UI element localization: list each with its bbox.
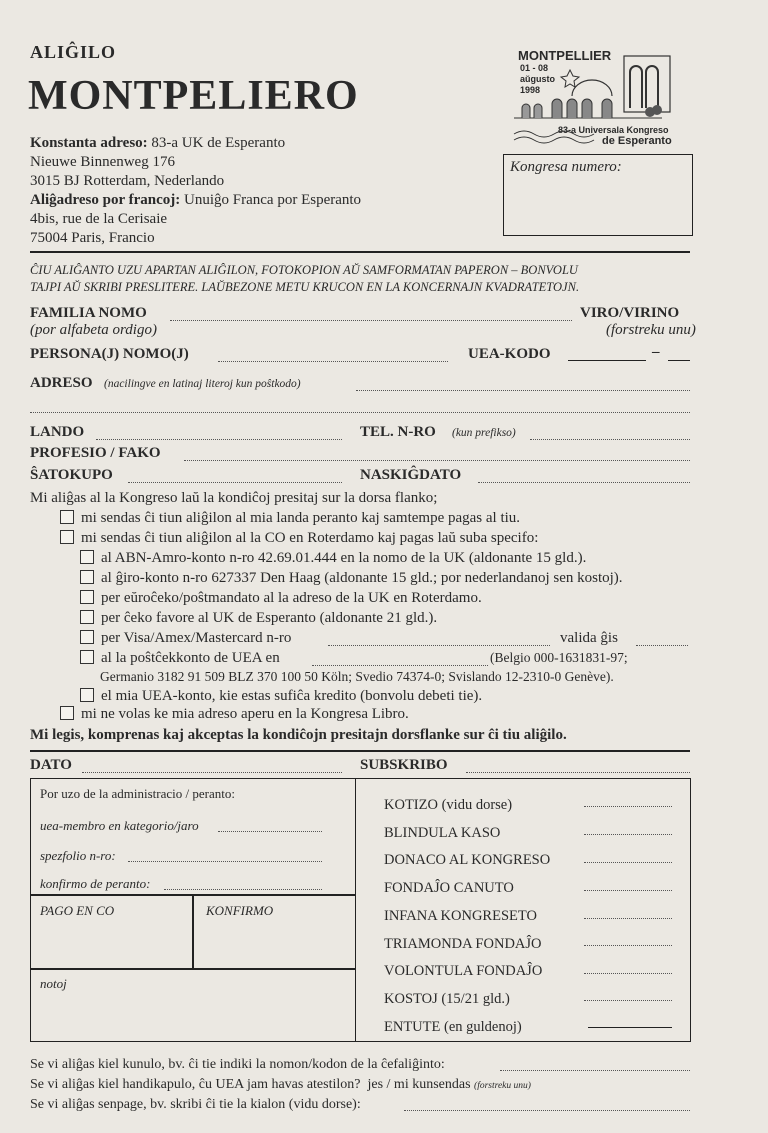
logo-year: 1998 bbox=[520, 85, 541, 95]
option-eurocheque[interactable]: per eŭroĉeko/poŝtmandato al la adreso de la UK en Roterdamo. bbox=[80, 590, 482, 607]
alt-address-value: Unuiĝo Franca por Esperanto bbox=[184, 192, 362, 208]
checkbox[interactable] bbox=[60, 706, 74, 720]
uea-kodo-dash: – bbox=[652, 344, 660, 360]
fee-total-field[interactable] bbox=[588, 1027, 672, 1028]
checkbox[interactable] bbox=[80, 650, 94, 664]
persona-nomo-field[interactable] bbox=[218, 361, 448, 362]
uea-kodo-label: UEA-KODO bbox=[468, 346, 551, 362]
admin-divider bbox=[30, 968, 356, 970]
logo-congress: 83-a Universala Kongreso bbox=[558, 125, 669, 135]
satokupo-field[interactable] bbox=[128, 482, 342, 483]
subskribo-label: SUBSKRIBO bbox=[360, 757, 448, 773]
checkbox[interactable] bbox=[80, 550, 94, 564]
checkbox[interactable] bbox=[80, 688, 94, 702]
instructions: ĈIU ALIĜANTO UZU APARTAN ALIĜILON, FOTOKOPION AŬ SAMFORMATAN PAPERON – BONVOLU TAJPI AŬ SKRIBI PRESLITERE. LAŬBEZONE METU KRUCON EN LA KONCERNAJN KVADRATETOJN. bbox=[30, 263, 580, 294]
familia-nomo-label: FAMILIA NOMO bbox=[30, 305, 147, 321]
adreso-field-2[interactable] bbox=[30, 412, 690, 413]
admin-konfirmo-peranto-field[interactable] bbox=[164, 889, 322, 890]
option-card[interactable]: per Visa/Amex/Mastercard n-ro bbox=[80, 630, 291, 647]
adreso-hint: (nacilingve en latinaj literoj kun poŝtkodo) bbox=[104, 378, 301, 390]
fee-amount-field[interactable] bbox=[584, 862, 672, 863]
logo-month: aŭgusto bbox=[520, 74, 555, 84]
fee-entute: ENTUTE (en guldenoj) bbox=[384, 1018, 522, 1035]
option-co[interactable]: mi sendas ĉi tiun aliĝilon al la CO en Roterdamo kaj pagas laŭ suba specifo: bbox=[60, 530, 538, 547]
checkbox[interactable] bbox=[80, 570, 94, 584]
alt-address-label: Aliĝadreso por francoj: bbox=[30, 192, 181, 208]
option-no-address[interactable]: mi ne volas ke mia adreso aperu en la Kongresa Libro. bbox=[60, 706, 409, 723]
admin-uea-member: uea-membro en kategorio/jaro bbox=[40, 818, 199, 833]
option-giro[interactable]: al ĝiro-konto n-ro 627337 Den Haag (aldonante 15 gld.; por nederlandanoj sen kostoj). bbox=[80, 570, 623, 587]
footer-kunulo: Se vi aliĝas kiel kunulo, bv. ĉi tie indiki la nomon/kodon de la ĉefaliĝinto: bbox=[30, 1057, 445, 1072]
address-value: 83-a UK de Esperanto bbox=[151, 135, 286, 151]
admin-spezfolio: spezfolio n-ro: bbox=[40, 848, 116, 863]
checkbox[interactable] bbox=[80, 630, 94, 644]
fee-amount-field[interactable] bbox=[584, 918, 672, 919]
familia-nomo-field[interactable] bbox=[170, 320, 572, 321]
address-line: 3015 BJ Rotterdam, Nederlando bbox=[30, 173, 225, 189]
footer-senpage: Se vi aliĝas senpage, bv. skribi ĉi tie la kialon (vidu dorse): bbox=[30, 1097, 361, 1112]
footer-handikapulo: Se vi aliĝas kiel handikapulo, ĉu UEA jam havas atestilon? jes / mi kunsendas (forstreku unu) bbox=[30, 1077, 531, 1092]
uea-kodo-field[interactable] bbox=[568, 360, 646, 361]
naskigdato-field[interactable] bbox=[478, 482, 690, 483]
admin-spezfolio-field[interactable] bbox=[128, 861, 322, 862]
dato-field[interactable] bbox=[82, 772, 342, 773]
tel-hint: (kun prefikso) bbox=[452, 427, 516, 439]
checkbox[interactable] bbox=[80, 590, 94, 604]
option-peranto[interactable]: mi sendas ĉi tiun aliĝilon al mia landa peranto kaj samtempe pagas al tiu. bbox=[60, 510, 520, 527]
viro-virino-hint: (forstreku unu) bbox=[606, 322, 696, 338]
dato-label: DATO bbox=[30, 757, 72, 773]
checkbox[interactable] bbox=[60, 510, 74, 524]
uea-postcheck-accounts: Germanio 3182 91 509 BLZ 370 100 50 Köln; Svedio 74374-0; Svislando 12-2310-0 Genève). bbox=[100, 669, 614, 684]
fee-amount-field[interactable] bbox=[584, 806, 672, 807]
fees-list bbox=[384, 792, 550, 1041]
congress-logo bbox=[512, 48, 672, 148]
satokupo-label: ŜATOKUPO bbox=[30, 467, 113, 483]
admin-divider-vertical bbox=[192, 894, 194, 968]
adreso-field[interactable] bbox=[356, 390, 690, 391]
congress-number-label: Kongresa numero: bbox=[510, 159, 622, 175]
lando-field[interactable] bbox=[96, 439, 342, 440]
admin-notoj: notoj bbox=[40, 976, 67, 991]
fee-donaco: DONACO AL KONGRESO bbox=[384, 852, 551, 869]
uea-postcheck-belgio: (Belgio 000-1631831-97; bbox=[490, 650, 628, 665]
option-uea-postcheck[interactable]: al la poŝtĉekkonto de UEA en bbox=[80, 650, 280, 667]
adreso-label: ADRESO bbox=[30, 375, 93, 391]
footer-senpage-field[interactable] bbox=[404, 1110, 690, 1111]
uea-kodo-check-field[interactable] bbox=[668, 360, 690, 361]
admin-pago-en-co: PAGO EN CO bbox=[40, 903, 115, 918]
uea-postcheck-field[interactable] bbox=[312, 665, 488, 666]
declaration: Mi legis, komprenas kaj akceptas la kondiĉojn presitajn dorsflanke sur ĉi tiu aliĝilo. bbox=[30, 727, 567, 743]
divider bbox=[30, 251, 690, 253]
footer-handikapulo-options[interactable]: jes / mi kunsendas bbox=[367, 1077, 471, 1092]
fee-amount-field[interactable] bbox=[584, 1000, 672, 1001]
address-line: Nieuwe Binnenweg 176 bbox=[30, 154, 175, 170]
fee-amount-field[interactable] bbox=[584, 945, 672, 946]
viro-virino-label[interactable]: VIRO/VIRINO bbox=[580, 305, 680, 321]
logo-city: MONTPELLIER bbox=[518, 48, 612, 63]
form-title: MONTPELIERO bbox=[28, 73, 359, 119]
divider bbox=[30, 750, 690, 752]
address-line: 75004 Paris, Francio bbox=[30, 230, 155, 246]
admin-header: Por uzo de la administracio / peranto: bbox=[40, 786, 235, 801]
fee-blindula-kaso: BLINDULA KASO bbox=[384, 824, 501, 841]
option-uea-konto[interactable]: el mia UEA-konto, kie estas sufiĉa kredito (bonvolu debeti tie). bbox=[80, 688, 482, 705]
logo-dates: 01 - 08 bbox=[520, 63, 549, 73]
congress-number-box[interactable] bbox=[503, 154, 693, 236]
card-number-field[interactable] bbox=[328, 645, 550, 646]
payment-intro: Mi aliĝas al la Kongreso laŭ la kondiĉoj presitaj sur la dorsa flanko; bbox=[30, 490, 438, 506]
subskribo-field[interactable] bbox=[466, 772, 690, 773]
fee-canuto: FONDAĴO CANUTO bbox=[384, 880, 514, 897]
tel-label: TEL. N-RO bbox=[360, 424, 436, 440]
address-label: Konstanta adreso: bbox=[30, 135, 148, 151]
fee-kotizo: KOTIZO (vidu dorse) bbox=[384, 797, 513, 813]
fee-triamonda: TRIAMONDA FONDAĴO bbox=[384, 935, 542, 952]
familia-nomo-hint: (por alfabeta ordigo) bbox=[30, 322, 157, 338]
fee-kostoj: KOSTOJ (15/21 gld.) bbox=[384, 990, 510, 1007]
checkbox[interactable] bbox=[80, 610, 94, 624]
logo-congress-2: de Esperanto bbox=[602, 135, 672, 147]
lando-label: LANDO bbox=[30, 424, 85, 440]
form-kicker: ALIĜILO bbox=[30, 42, 117, 62]
admin-konfirmo: KONFIRMO bbox=[206, 903, 274, 918]
fee-amount-field[interactable] bbox=[584, 890, 672, 891]
naskigdato-label: NASKIĜDATO bbox=[360, 467, 462, 483]
fee-amount-field[interactable] bbox=[584, 973, 672, 974]
option-cheque[interactable]: per ĉeko favore al UK de Esperanto (aldonante 21 gld.). bbox=[80, 610, 437, 627]
address-block bbox=[30, 134, 361, 248]
fee-infana-kongreseto: INFANA KONGRESETO bbox=[384, 907, 537, 924]
fee-amount-field[interactable] bbox=[584, 834, 672, 835]
address-line: 4bis, rue de la Cerisaie bbox=[30, 211, 168, 227]
option-abn-amro[interactable]: al ABN-Amro-konto n-ro 42.69.01.444 en la nomo de la UK (aldonante 15 gld.). bbox=[80, 550, 586, 567]
card-valid-label: valida ĝis bbox=[560, 630, 618, 646]
admin-konfirmo-peranto: konfirmo de peranto: bbox=[40, 876, 151, 891]
tel-field[interactable] bbox=[530, 439, 690, 440]
checkbox[interactable] bbox=[60, 530, 74, 544]
footer-kunulo-field[interactable] bbox=[500, 1070, 690, 1071]
profesio-field[interactable] bbox=[184, 460, 690, 461]
admin-uea-member-field[interactable] bbox=[218, 831, 322, 832]
fee-volontula: VOLONTULA FONDAĴO bbox=[384, 963, 543, 980]
persona-nomo-label: PERSONA(J) NOMO(J) bbox=[30, 346, 189, 362]
card-valid-field[interactable] bbox=[636, 645, 688, 646]
profesio-label: PROFESIO / FAKO bbox=[30, 445, 161, 461]
